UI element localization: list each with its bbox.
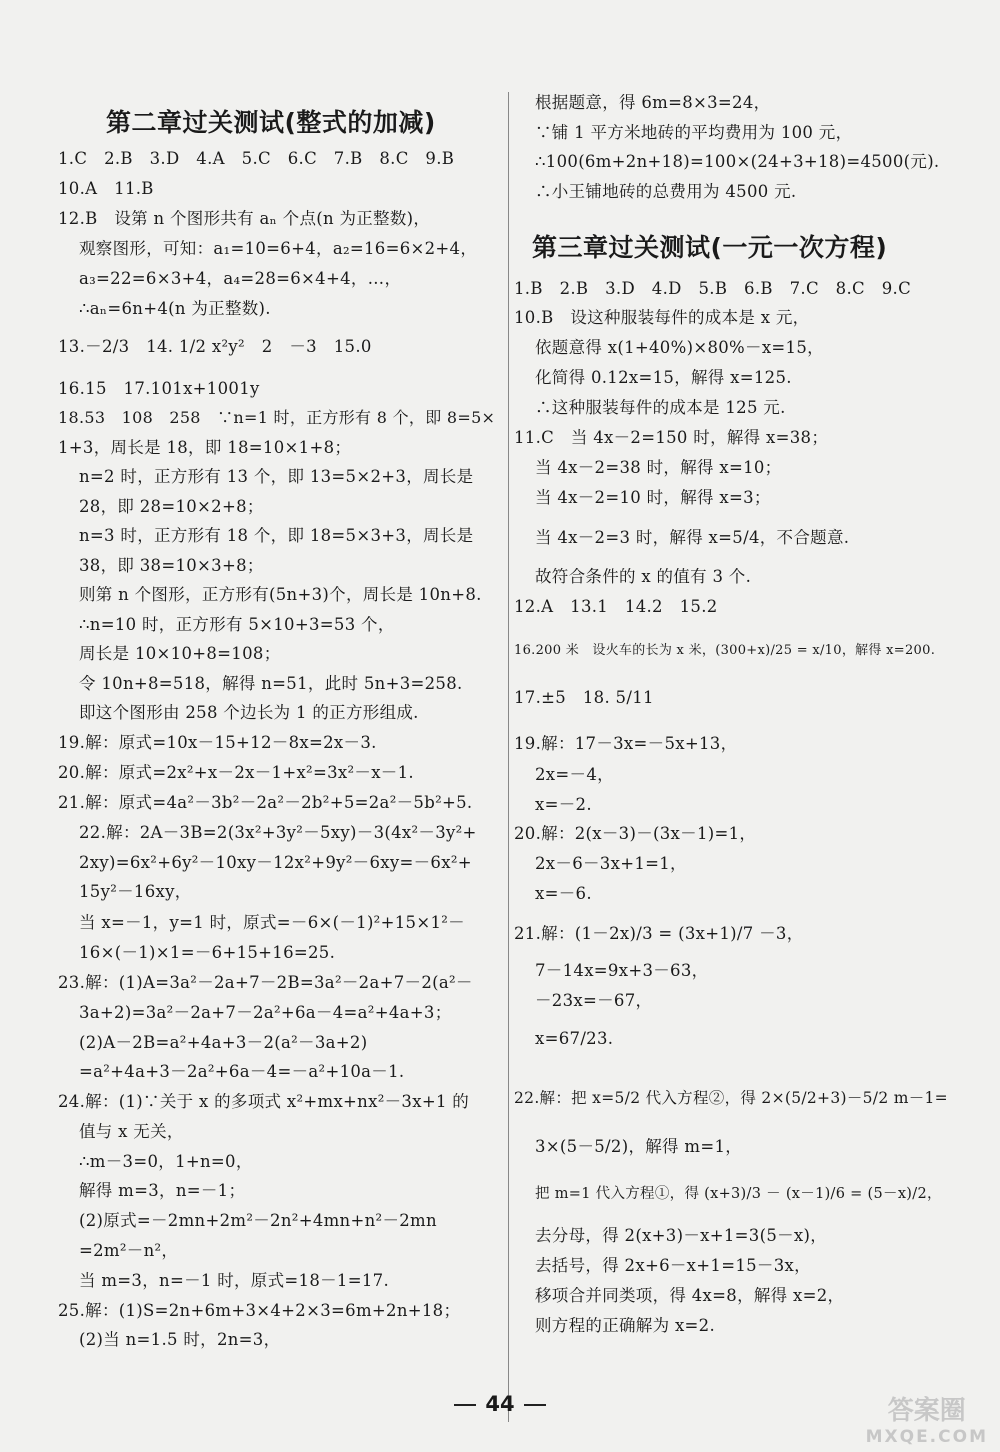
left-answer-line-16: ∴n=10 时，正方形有 5×10+3=53 个， xyxy=(79,615,395,634)
left-answer-line-17: 周长是 10×10+8=108； xyxy=(79,644,281,663)
right-answer-line-12: 16.200 米 设火车的长为 x 米，(300+x)/25 = x/10，解得 x=200. xyxy=(514,643,936,658)
right-answer-line-17: 20.解：2(x－3)－(3x－1)=1， xyxy=(514,824,757,843)
right-answer-line-1: 1.B 2.B 3.D 4.D 5.B 6.B 7.C 8.C 9.C xyxy=(514,279,912,298)
right-answer-line-7: 当 4x－2=38 时，解得 x=10； xyxy=(535,458,782,477)
right-answer-line-16: x=－2. xyxy=(535,795,592,814)
page-number-text: 44 xyxy=(485,1392,515,1416)
right-answer-line-23: x=67/23. xyxy=(535,1029,614,1048)
left-answer-line-23: 22.解：2A－3B=2(3x²+3y²－5xy)－3(4x²－3y²+ xyxy=(79,823,477,842)
left-answer-line-1: 1.C 2.B 3.D 4.A 5.C 6.C 7.B 8.C 9.B xyxy=(58,149,455,168)
left-answer-line-9: 18.53 108 258 ∵n=1 时，正方形有 8 个，即 8=5× xyxy=(58,408,496,427)
right-answer-line-8: 当 4x－2=10 时，解得 x=3； xyxy=(535,488,771,507)
right-answer-line-5: ∴这种服装每件的成本是 125 元. xyxy=(535,398,786,417)
left-answer-line-15: 则第 n 个图形，正方形有(5n+3)个，周长是 10n+8. xyxy=(79,585,482,604)
watermark-logo xyxy=(866,1398,988,1450)
right-answer-line-13: 17.±5 18. 5/11 xyxy=(514,688,654,707)
left-answer-line-27: 16×(－1)×1=－6+15+16=25. xyxy=(79,943,336,962)
left-answer-line-20: 19.解：原式=10x－15+12－8x=2x－3. xyxy=(58,733,377,752)
left-answer-line-5: a₃=22=6×3+4，a₄=28=6×4+4，…， xyxy=(79,269,402,288)
right-answer-line-15: 2x=－4， xyxy=(535,765,614,784)
left-answer-line-34: ∴m－3=0，1+n=0， xyxy=(79,1152,253,1171)
right-answer-line-21: 7－14x=9x+3－63， xyxy=(535,961,709,980)
left-answer-line-31: =a²+4a+3－2a²+6a－4=－a²+10a－1. xyxy=(79,1062,405,1081)
right-answer-line-27: 去分母，得 2(x+3)－x+1=3(5－x)， xyxy=(535,1226,828,1245)
left-answer-line-12: 28，即 28=10×2+8； xyxy=(79,497,264,516)
column-divider xyxy=(508,92,509,1422)
left-answer-line-32: 24.解：(1)∵关于 x 的多项式 x²+mx+nx²－3x+1 的 xyxy=(58,1092,470,1111)
left-answer-line-39: 25.解：(1)S=2n+6m+3×4+2×3=6m+2n+18； xyxy=(58,1301,461,1320)
right-answer-line-29: 移项合并同类项，得 4x=8，解得 x=2， xyxy=(535,1286,845,1305)
left-answer-line-3: 12.B 设第 n 个图形共有 aₙ 个点(n 为正整数)， xyxy=(58,209,431,228)
left-answer-line-6: ∴aₙ=6n+4(n 为正整数). xyxy=(79,299,271,318)
left-answer-line-26: 当 x=－1，y=1 时，原式=－6×(－1)²+15×1²－ xyxy=(79,913,465,932)
left-answer-line-35: 解得 m=3，n=－1； xyxy=(79,1181,246,1200)
page-dash-left xyxy=(454,1404,476,1406)
left-answer-line-30: (2)A－2B=a²+4a+3－2(a²－3a+2) xyxy=(79,1033,368,1052)
right-continuation-line-1: 根据题意，得 6m=8×3=24， xyxy=(535,93,771,112)
left-answer-line-8: 16.15 17.101x+1001y xyxy=(58,379,260,398)
watermark-text: 答案圈 xyxy=(887,1396,966,1426)
left-answer-line-21: 20.解：原式=2x²+x－2x－1+x²=3x²－x－1. xyxy=(58,763,414,782)
left-answer-line-19: 即这个图形由 258 个边长为 1 的正方形组成. xyxy=(79,703,419,722)
left-answer-line-18: 令 10n+8=518，解得 n=51，此时 5n+3=258. xyxy=(79,674,463,693)
right-answer-line-11: 12.A 13.1 14.2 15.2 xyxy=(514,597,718,616)
right-answer-line-6: 11.C 当 4x－2=150 时，解得 x=38； xyxy=(514,428,829,447)
left-answer-line-37: =2m²－n²， xyxy=(79,1241,179,1260)
right-answer-line-10: 故符合条件的 x 的值有 3 个. xyxy=(535,567,752,586)
right-answer-line-22: －23x=－67， xyxy=(535,991,653,1010)
left-answer-line-38: 当 m=3，n=－1 时，原式=18－1=17. xyxy=(79,1271,389,1290)
right-answer-line-14: 19.解：17－3x=－5x+13， xyxy=(514,734,738,753)
right-answer-line-28: 去括号，得 2x+6－x+1=15－3x， xyxy=(535,1256,811,1275)
left-answer-line-28: 23.解：(1)A=3a²－2a+7－2B=3a²－2a+7－2(a²－ xyxy=(58,973,473,992)
left-answer-line-14: 38，即 38=10×3+8； xyxy=(79,556,264,575)
left-answer-line-36: (2)原式=－2mn+2m²－2n²+4mn+n²－2mn xyxy=(79,1211,437,1230)
left-answer-line-40: (2)当 n=1.5 时，2n=3， xyxy=(79,1330,281,1349)
left-answer-line-7: 13.－2/3 14. 1/2 x²y² 2 －3 15.0 xyxy=(58,337,372,356)
page-number xyxy=(0,1392,1000,1416)
right-answer-line-26: 把 m=1 代入方程①，得 (x+3)/3 － (x－1)/6 = (5－x)/2， xyxy=(535,1186,942,1202)
right-answer-line-3: 依题意得 x(1+40%)×80%－x=15， xyxy=(535,338,824,357)
page-dash-right xyxy=(524,1404,546,1406)
right-answer-line-20: 21.解：(1－2x)/3 = (3x+1)/7 －3， xyxy=(514,924,804,943)
right-answer-line-19: x=－6. xyxy=(535,884,592,903)
left-answer-line-22: 21.解：原式=4a²－3b²－2a²－2b²+5=2a²－5b²+5. xyxy=(58,793,473,812)
watermark-url: MXQE.COM xyxy=(865,1427,988,1447)
right-answer-line-9: 当 4x－2=3 时，解得 x=5/4，不合题意. xyxy=(535,528,850,547)
chapter-2-title: 第二章过关测试(整式的加减) xyxy=(106,108,436,137)
left-answer-line-33: 值与 x 无关， xyxy=(79,1122,184,1141)
right-answer-line-18: 2x－6－3x+1=1， xyxy=(535,854,687,873)
right-answer-line-4: 化简得 0.12x=15，解得 x=125. xyxy=(535,368,792,387)
right-continuation-line-4: ∴小王铺地砖的总费用为 4500 元. xyxy=(535,182,797,201)
left-answer-line-25: 15y²－16xy， xyxy=(79,882,192,901)
right-continuation-line-3: ∴100(6m+2n+18)=100×(24+3+18)=4500(元). xyxy=(535,152,940,171)
left-answer-line-10: 1+3，周长是 18，即 18=10×1+8； xyxy=(58,438,352,457)
right-answer-line-25: 3×(5－5/2)，解得 m=1， xyxy=(535,1137,743,1156)
left-answer-line-24: 2xy)=6x²+6y²－10xy－12x²+9y²－6xy=－6x²+ xyxy=(79,853,472,872)
right-continuation-line-2: ∵铺 1 平方米地砖的平均费用为 100 元， xyxy=(535,123,853,142)
right-answer-line-2: 10.B 设这种服装每件的成本是 x 元， xyxy=(514,308,810,327)
right-answer-line-30: 则方程的正确解为 x=2. xyxy=(535,1316,716,1335)
right-answer-line-24: 22.解：把 x=5/2 代入方程②，得 2×(5/2+3)－5/2 m－1= xyxy=(514,1089,948,1107)
chapter-3-title: 第三章过关测试(一元一次方程) xyxy=(532,233,888,262)
left-answer-line-29: 3a+2)=3a²－2a+7－2a²+6a－4=a²+4a+3； xyxy=(79,1003,452,1022)
left-answer-line-13: n=3 时，正方形有 18 个，即 18=5×3+3，周长是 xyxy=(79,526,474,545)
left-answer-line-2: 10.A 11.B xyxy=(58,179,154,198)
left-answer-line-11: n=2 时，正方形有 13 个，即 13=5×2+3，周长是 xyxy=(79,467,474,486)
left-answer-line-4: 观察图形，可知：a₁=10=6+4，a₂=16=6×2+4， xyxy=(79,239,478,258)
